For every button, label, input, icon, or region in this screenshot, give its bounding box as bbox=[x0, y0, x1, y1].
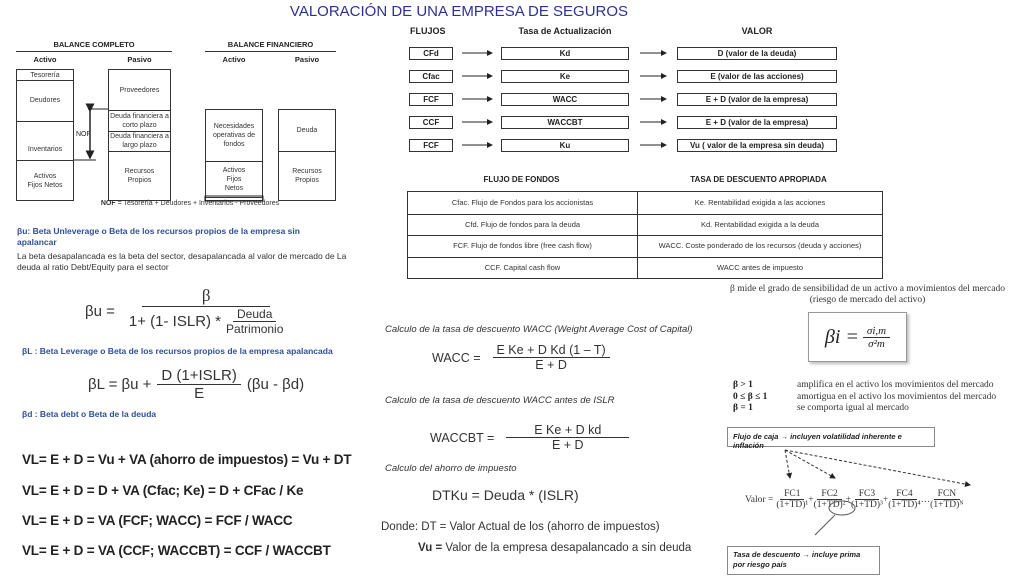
balance-financiero-header: BALANCE FINANCIERO bbox=[205, 40, 336, 52]
plus-sign: … bbox=[920, 494, 931, 505]
deuda: Deuda bbox=[233, 307, 276, 322]
beta-num: σi,m bbox=[863, 325, 890, 338]
cell: FCF. Flujo de fondos libre (free cash flow) bbox=[408, 235, 638, 257]
wacc-caption: Calculo de la tasa de descuento WACC (Weight Average Cost of Capital) bbox=[385, 324, 693, 335]
term-num: FC3 bbox=[855, 489, 879, 500]
nof-cell: Necesidades operativas de fondos bbox=[206, 110, 262, 162]
donde-text: Donde: DT = Valor Actual de los (ahorro de impuestos) bbox=[381, 521, 660, 533]
valor-box: E + D (valor de la empresa) bbox=[677, 116, 837, 129]
bu-heading: βu: Beta Unleverage o Beta de los recursos propios de la empresa sin apalancar bbox=[17, 226, 300, 247]
flujo-box: CFd bbox=[409, 47, 453, 60]
proveedores: Proveedores bbox=[109, 70, 170, 111]
tasa-box: WACCBT bbox=[501, 116, 629, 129]
tasa-box: Ku bbox=[501, 139, 629, 152]
bl-lhs: βL = βu + bbox=[88, 376, 152, 393]
deuda-corto-plazo: Deuda financiera a corto plazo bbox=[109, 110, 170, 132]
activos-fijos: Activos Fijos Netos bbox=[27, 173, 63, 189]
ahorro-caption: Calculo del ahorro de impuesto bbox=[385, 463, 517, 474]
nof-rest: = Tesorería + Deudores + Inventarios - Proveedores bbox=[115, 200, 280, 207]
cell: CCF. Capital cash flow bbox=[408, 257, 638, 279]
bl-heading: βL : Beta Leverage o Beta de los recursos propios de la empresa apalancada bbox=[22, 346, 333, 356]
recursos-propios: Recursos Propios bbox=[124, 168, 155, 184]
cell: WACC antes de impuesto bbox=[716, 262, 803, 272]
flujos-header: FLUJOS bbox=[410, 26, 446, 36]
bu-lhs: βu = bbox=[85, 302, 115, 320]
pasivo-label: Pasivo bbox=[294, 55, 320, 64]
activos-fijos: Activos Fijos Netos bbox=[206, 161, 262, 198]
dashed-arrow-icon bbox=[785, 450, 835, 478]
valor-box: D (valor de la deuda) bbox=[677, 47, 837, 60]
bl-num: D (1+ISLR) bbox=[157, 367, 240, 385]
flujo-box: FCF bbox=[409, 93, 453, 106]
wacc-bt-num: E Ke + D kd bbox=[506, 423, 629, 438]
beta-rule-text: se comporta igual al mercado bbox=[797, 403, 909, 413]
beta-lhs: βi = bbox=[824, 325, 859, 348]
term-num: FCN bbox=[934, 489, 960, 500]
beta-rule-condition: 0 ≤ β ≤ 1 bbox=[733, 391, 768, 402]
term-den: (1+TD)⁴ bbox=[888, 500, 921, 510]
flujo-box: CCF bbox=[409, 116, 453, 129]
cell: Cfd. Flujo de fondos para la deuda bbox=[408, 214, 638, 236]
term-den: (1+TD)ᴺ bbox=[930, 500, 964, 510]
deudores: Deudores bbox=[17, 80, 73, 122]
bf-strip bbox=[205, 196, 263, 201]
flujo-box: Cfac bbox=[409, 70, 453, 83]
pasivo-label: Pasivo bbox=[127, 55, 152, 64]
flujo-box: FCF bbox=[409, 139, 453, 152]
beta-den: σ²m bbox=[868, 337, 885, 350]
nof-label: NOF bbox=[76, 131, 91, 138]
tasa-box: Kd bbox=[501, 47, 629, 60]
bd-heading: βd : Beta debt o Beta de la deuda bbox=[22, 409, 157, 419]
bl-den: E bbox=[194, 385, 205, 402]
plus-sign: + bbox=[882, 494, 889, 505]
term-num: FC4 bbox=[892, 489, 916, 500]
activo-label: Activo bbox=[222, 55, 246, 64]
valor-box: Vu ( valor de la empresa sin deuda) bbox=[677, 139, 837, 152]
plus-sign: + bbox=[845, 494, 851, 505]
dashed-arrow-icon bbox=[785, 450, 790, 478]
wacc-bt-caption: Calculo de la tasa de descuento WACC antes de ISLR bbox=[385, 395, 615, 406]
beta-rule-condition: β > 1 bbox=[733, 380, 753, 390]
term-num: FC2 bbox=[817, 489, 841, 500]
patrimonio: Patrimonio bbox=[226, 322, 284, 336]
tasa-descuento-header: TASA DE DESCUENTO APROPIADA bbox=[690, 175, 827, 184]
beta-description: β mide el grado de sensibilidad de un activo a movimientos del mercado (riesgo de mercado del activo) bbox=[730, 284, 1005, 305]
vl-equation: VL= E + D = D + VA (Cfac; Ke) = D + CFac / Ke bbox=[22, 483, 304, 498]
beta-rule-text: amortigua en el activo los movimientos del mercado bbox=[797, 391, 997, 402]
nof-bold: NOF bbox=[100, 200, 116, 207]
deuda-cell: Deuda bbox=[279, 110, 335, 152]
bu-num: β bbox=[142, 286, 271, 307]
beta-rule-condition: β = 1 bbox=[733, 403, 753, 413]
tasa-box: WACC bbox=[501, 93, 629, 106]
vu-bold: Vu = bbox=[418, 542, 443, 554]
vl-equation: VL= E + D = Vu + VA (ahorro de impuestos) = Vu + DT bbox=[22, 452, 352, 467]
dashed-arrow-icon bbox=[785, 450, 970, 485]
wacc-bt-lhs: WACCBT = bbox=[430, 430, 495, 445]
valor-header: VALOR bbox=[741, 26, 773, 36]
term-den: (1+TD)³ bbox=[850, 500, 883, 510]
recursos-propios: Recursos Propios bbox=[292, 168, 322, 184]
balance-completo-header: BALANCE COMPLETO bbox=[16, 40, 172, 52]
wacc-num: E Ke + D Kd (1 – T) bbox=[493, 343, 610, 358]
term-den: (1+TD)¹ bbox=[776, 500, 809, 510]
cell: Kd. Rentabilidad exigida a la deuda bbox=[700, 219, 819, 229]
tasa-header: Tasa de Actualización bbox=[518, 26, 612, 36]
cell: Cfac. Flujo de Fondos para los accionistas bbox=[408, 192, 638, 214]
page-title: VALORACIÓN DE UNA EMPRESA DE SEGUROS bbox=[289, 3, 629, 20]
wacc-den: E + D bbox=[535, 358, 567, 372]
inventarios: Inventarios bbox=[17, 121, 73, 161]
vu-rest: Valor de la empresa desapalancado a sin deuda bbox=[442, 542, 692, 554]
flujo-caja-note: Flujo de caja → incluyen volatilidad inherente e inflación bbox=[727, 427, 935, 447]
bl-rhs: (βu - βd) bbox=[246, 376, 305, 393]
td-circle bbox=[829, 501, 855, 515]
term-den: (1+TD)² bbox=[813, 500, 846, 510]
wacc-lhs: WACC = bbox=[432, 350, 481, 365]
tasa-box: Ke bbox=[501, 70, 629, 83]
term-num: FC1 bbox=[780, 489, 804, 500]
bu-body: La beta desapalancada es la beta del sector, desapalancada al valor de mercado de La deuda al ratio Debt/Equity para el sector bbox=[17, 251, 347, 272]
tesoreria: Tesorería bbox=[17, 70, 73, 81]
bu-den: 1+ (1- ISLR) * bbox=[128, 313, 222, 330]
flujo-fondos-header: FLUJO DE FONDOS bbox=[483, 175, 560, 184]
dtku-formula: DTKu = Deuda * (ISLR) bbox=[432, 487, 579, 503]
deuda-largo-plazo: Deuda financiera a largo plazo bbox=[109, 131, 170, 152]
tasa-note: Tasa de descuento → incluye prima por riesgo país bbox=[727, 546, 880, 575]
valor-label: Valor = bbox=[745, 494, 774, 505]
vl-equation: VL= E + D = VA (CCF; WACCBT) = CCF / WACCBT bbox=[22, 543, 331, 558]
wacc-bt-den: E + D bbox=[551, 438, 584, 452]
vl-equation: VL= E + D = VA (FCF; WACC) = FCF / WACC bbox=[22, 513, 293, 528]
valor-box: E (valor de las acciones) bbox=[677, 70, 837, 83]
plus-sign: + bbox=[808, 494, 814, 505]
valor-box: E + D (valor de la empresa) bbox=[677, 93, 837, 106]
activo-label: Activo bbox=[33, 55, 57, 64]
td-pointer bbox=[815, 515, 835, 535]
cell: WACC. Coste ponderado de los recursos (deuda y acciones) bbox=[658, 241, 862, 250]
cell: Ke. Rentabilidad exigida a las acciones bbox=[694, 198, 826, 207]
beta-rule-text: amplifica en el activo los movimientos del mercado bbox=[797, 380, 994, 390]
